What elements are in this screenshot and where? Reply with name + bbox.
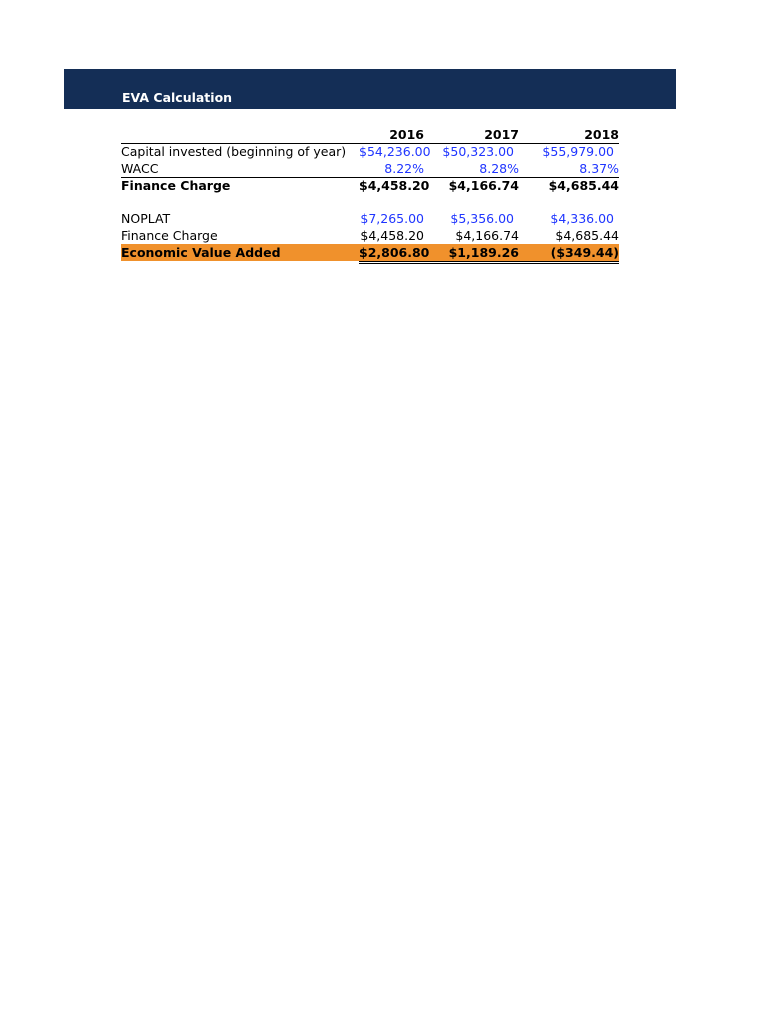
row-label: Capital invested (beginning of year) bbox=[121, 144, 347, 159]
row-label: Economic Value Added bbox=[121, 245, 281, 260]
capital-invested-2017: $50,323.00 bbox=[442, 144, 514, 159]
finance-charge-2016: $4,458.20 bbox=[360, 228, 424, 243]
finance-charge-total-2016: $4,458.20 bbox=[359, 178, 430, 193]
table-row-finance-charge-total bbox=[121, 177, 619, 194]
year-2018-header: 2018 bbox=[584, 127, 619, 142]
row-spacer bbox=[121, 194, 619, 210]
eva-2017: $1,189.26 bbox=[448, 245, 519, 260]
table-row-capital-invested bbox=[121, 143, 619, 160]
wacc-2018: 8.37% bbox=[579, 161, 619, 176]
wacc-2016: 8.22% bbox=[384, 161, 424, 176]
finance-charge-total-2018: $4,685.44 bbox=[548, 178, 619, 193]
eva-table bbox=[121, 126, 619, 261]
header-bar bbox=[64, 69, 676, 109]
year-2017-header: 2017 bbox=[484, 127, 519, 142]
table-row-finance-charge bbox=[121, 227, 619, 244]
capital-invested-2018: $55,979.00 bbox=[542, 144, 614, 159]
row-label: WACC bbox=[121, 161, 159, 176]
eva-2016: $2,806.80 bbox=[359, 245, 430, 260]
table-row-eva bbox=[121, 244, 619, 261]
table-row-wacc bbox=[121, 160, 619, 177]
eva-underline bbox=[359, 261, 619, 262]
table-header-row bbox=[121, 126, 619, 143]
eva-2018: ($349.44) bbox=[550, 245, 619, 260]
row-label: Finance Charge bbox=[121, 178, 231, 193]
noplat-2018: $4,336.00 bbox=[550, 211, 614, 226]
row-label: NOPLAT bbox=[121, 211, 171, 226]
finance-charge-2018: $4,685.44 bbox=[555, 228, 619, 243]
capital-invested-2016: $54,236.00 bbox=[359, 144, 431, 159]
year-2016-header: 2016 bbox=[389, 127, 424, 142]
header-label-cell bbox=[121, 126, 359, 143]
page-title: EVA Calculation bbox=[122, 90, 233, 105]
finance-charge-2017: $4,166.74 bbox=[455, 228, 519, 243]
finance-charge-total-2017: $4,166.74 bbox=[448, 178, 519, 193]
eva-double-underline bbox=[359, 263, 619, 264]
row-label: Finance Charge bbox=[121, 228, 218, 243]
noplat-2016: $7,265.00 bbox=[360, 211, 424, 226]
noplat-2017: $5,356.00 bbox=[450, 211, 514, 226]
wacc-2017: 8.28% bbox=[479, 161, 519, 176]
table-row-noplat bbox=[121, 210, 619, 227]
